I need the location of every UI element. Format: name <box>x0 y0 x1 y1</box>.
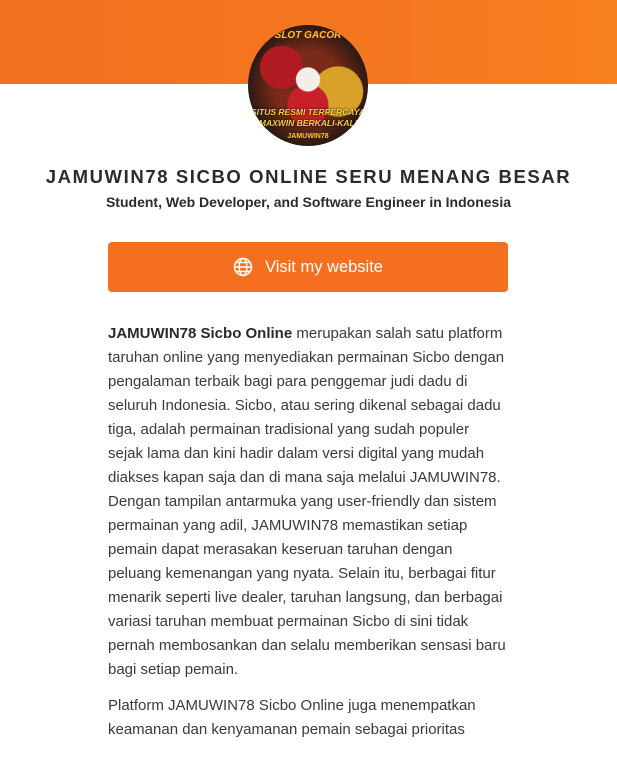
avatar-top-text: SLOT GACOR <box>274 30 342 41</box>
page-subtitle: Student, Web Developer, and Software Engineer in Indonesia <box>105 194 512 210</box>
globe-icon <box>233 257 265 277</box>
brand-name: JAMUWIN78 Sicbo Online <box>108 325 293 342</box>
avatar <box>248 25 368 146</box>
visit-website-button[interactable] <box>108 242 508 292</box>
avatar-line-2: MAXWIN BERKALI-KALI <box>258 118 358 128</box>
avatar-line-1: SITUS RESMI TERPERCAYA <box>251 107 365 117</box>
description-paragraph-1 <box>108 322 508 682</box>
paragraph-1-text: merupakan salah satu platform taruhan online yang menyediakan permainan Sicbo dengan pengalaman terbaik bagi para penggemar judi dadu di seluruh Indonesia. Sicbo, atau sering dikenal sebagai dadu tiga, adalah permainan tradisional yang sudah populer sejak lama dan kini hadir dalam versi digital yang mudah diakses kapan saja dan di mana saja melalui JAMUWIN78. Dengan tampilan antarmuka yang user-friendly dan sistem permainan yang adil, JAMUWIN78 memastikan setiap pemain dapat merasakan keseruan taruhan dengan peluang kemenangan yang nyata. Selain itu, berbagai fitur menarik seperti live dealer, taruhan langsung, dan berbagai variasi taruhan membuat permainan Sicbo di sini tidak pernah membosankan dan selalu memberikan sensasi baru bagi setiap pemain. <box>108 325 506 678</box>
description <box>108 322 508 754</box>
visit-website-label: Visit my website <box>265 257 383 276</box>
description-paragraph-2: Platform JAMUWIN78 Sicbo Online juga menempatkan keamanan dan kenyamanan pemain sebagai prioritas <box>108 697 476 738</box>
page-title: JAMUWIN78 SICBO ONLINE SERU MENANG BESAR <box>45 166 572 187</box>
avatar-brand: JAMUWIN78 <box>287 133 329 140</box>
